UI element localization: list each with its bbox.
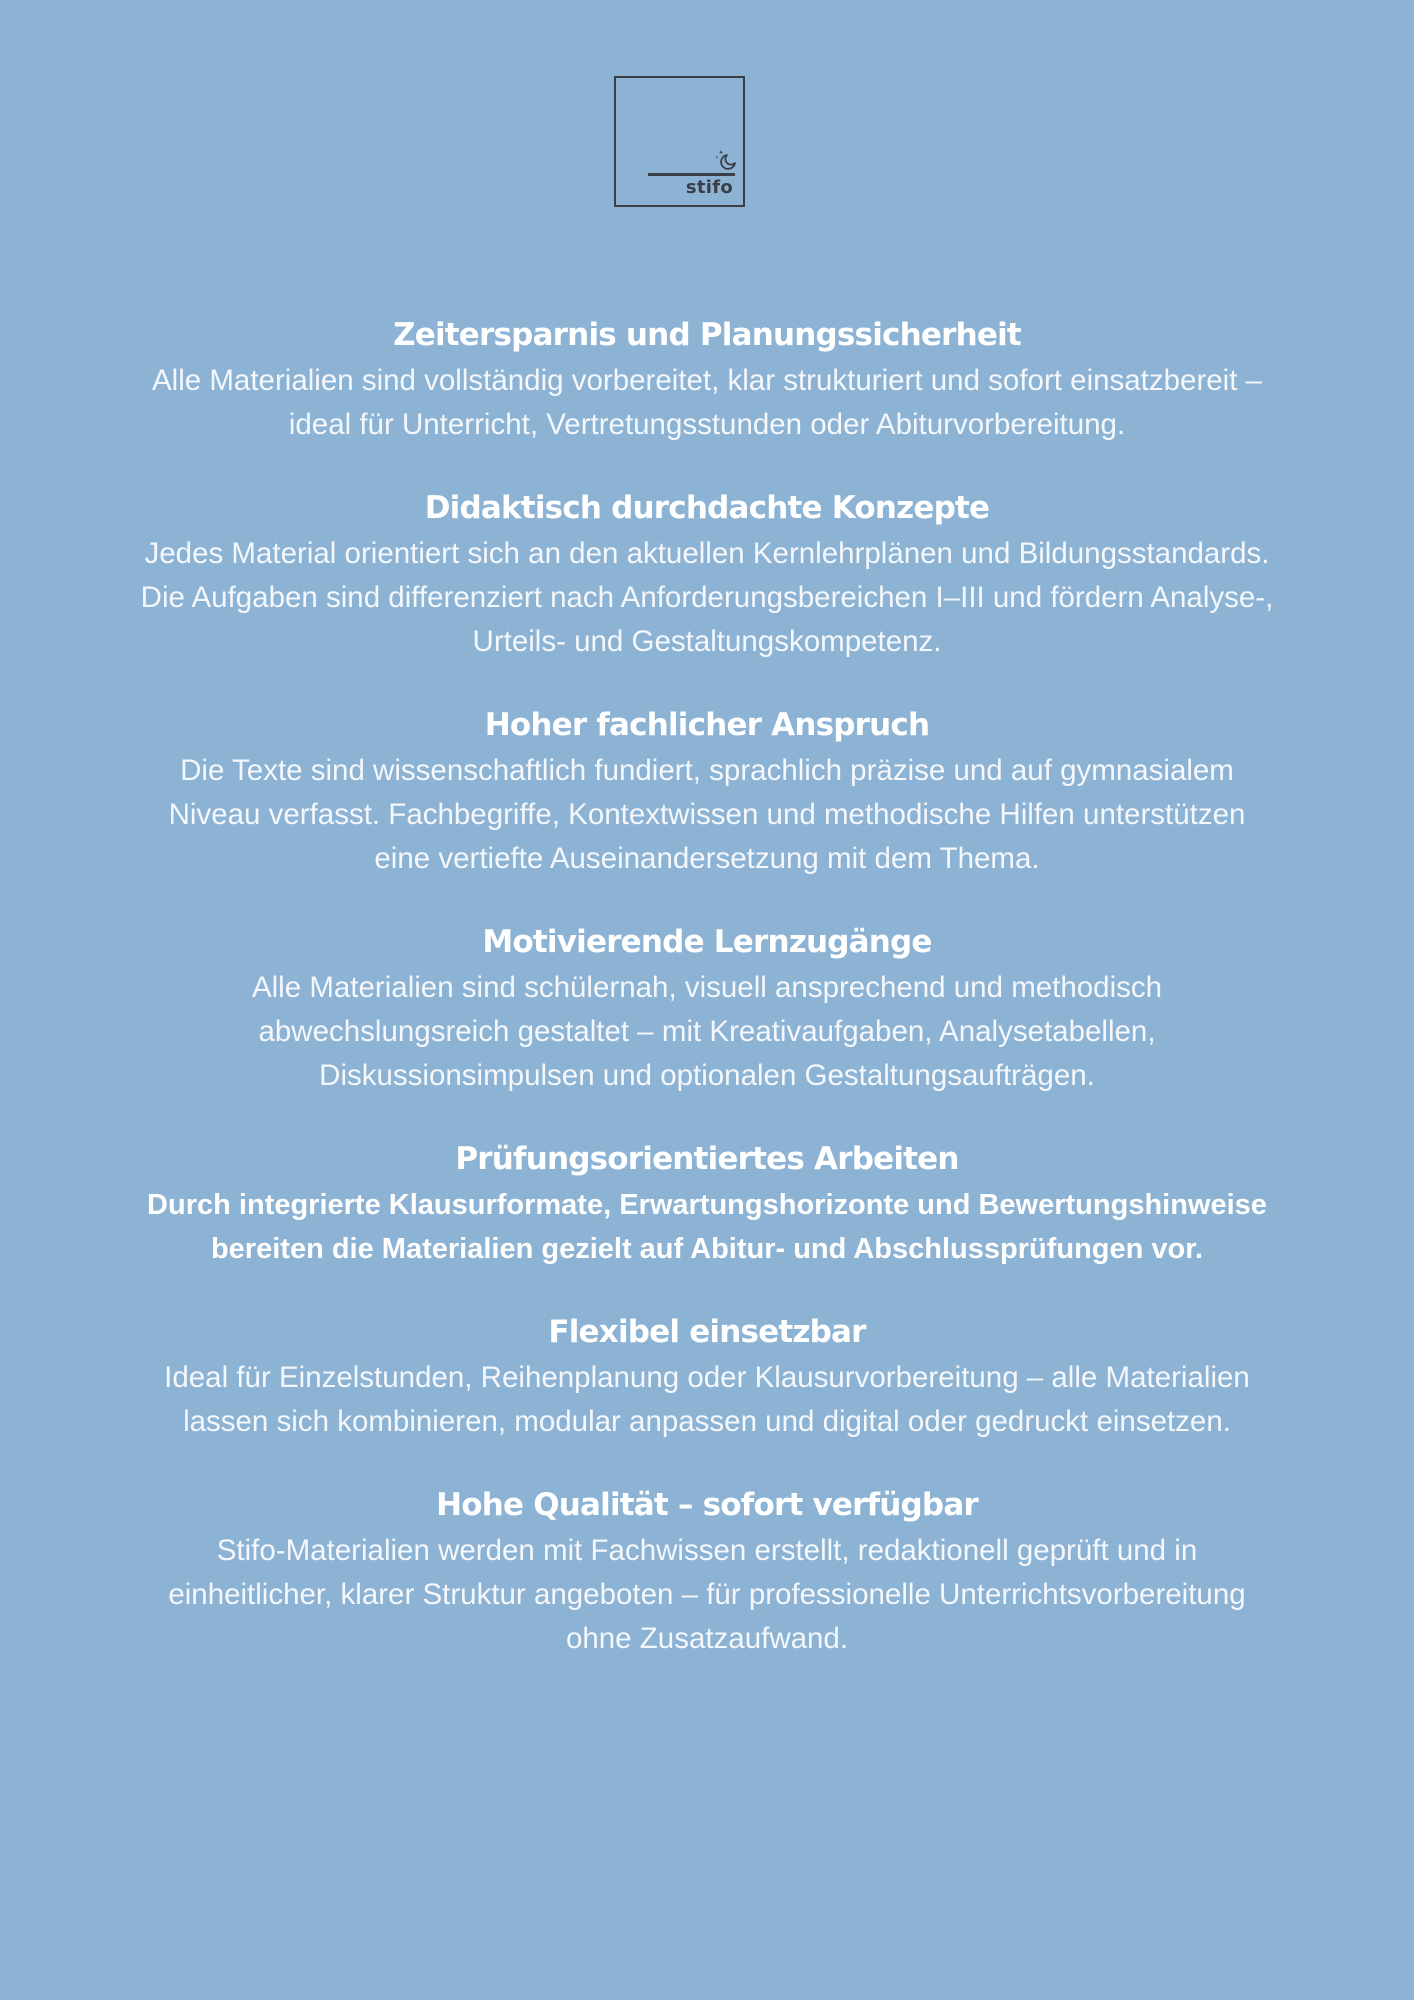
body-line: Niveau verfasst. Fachbegriffe, Kontextwissen und methodische Hilfen unterstützen — [168, 798, 1246, 831]
stifo-logo — [614, 76, 745, 207]
section-heading: Hohe Qualität – sofort verfügbar — [436, 1487, 978, 1523]
body-line: Die Texte sind wissenschaftlich fundiert, sprachlich präzise und auf gymnasialem — [180, 754, 1234, 787]
feature-section — [0, 1308, 1414, 1444]
section-body — [0, 749, 1414, 881]
section-heading: Motivierende Lernzugänge — [482, 924, 932, 960]
feature-section — [0, 311, 1414, 447]
section-body — [0, 532, 1414, 664]
feature-list — [0, 311, 1414, 1698]
body-line: Urteils- und Gestaltungskompetenz. — [472, 625, 942, 658]
feature-section — [0, 1135, 1414, 1271]
body-line: Ideal für Einzelstunden, Reihenplanung oder Klausurvorbereitung – alle Materialien — [164, 1361, 1250, 1394]
section-heading: Prüfungsorientiertes Arbeiten — [455, 1141, 959, 1177]
logo-divider — [648, 173, 735, 176]
body-line: eine vertiefte Auseinandersetzung mit dem Thema. — [374, 842, 1040, 875]
section-body — [0, 1183, 1414, 1271]
body-line: Durch integrierte Klausurformate, Erwartungshorizonte und Bewertungshinweise — [147, 1189, 1267, 1221]
feature-section — [0, 1481, 1414, 1661]
moon-stars-icon — [714, 148, 738, 172]
section-heading: Flexibel einsetzbar — [548, 1314, 866, 1350]
section-body — [0, 1356, 1414, 1444]
body-line: abwechslungsreich gestaltet – mit Kreativaufgaben, Analysetabellen, — [258, 1015, 1156, 1048]
section-body — [0, 359, 1414, 447]
body-line: einheitlicher, klarer Struktur angeboten – für professionelle Unterrichtsvorbereitung — [168, 1578, 1246, 1611]
feature-section — [0, 701, 1414, 881]
feature-section — [0, 484, 1414, 664]
section-heading: Zeitersparnis und Planungssicherheit — [393, 317, 1021, 353]
body-line: ideal für Unterricht, Vertretungsstunden oder Abiturvorbereitung. — [288, 408, 1126, 441]
body-line: ohne Zusatzaufwand. — [565, 1622, 849, 1655]
body-line: Die Aufgaben sind differenziert nach Anforderungsbereichen I–III und fördern Analyse-, — [140, 581, 1274, 614]
section-body — [0, 966, 1414, 1098]
body-line: Alle Materialien sind vollständig vorbereitet, klar strukturiert und sofort einsatzbereit – — [151, 364, 1263, 397]
section-heading: Hoher fachlicher Anspruch — [484, 707, 930, 743]
body-line: Diskussionsimpulsen und optionalen Gestaltungsaufträgen. — [319, 1059, 1095, 1092]
body-line: Jedes Material orientiert sich an den aktuellen Kernlehrplänen und Bildungsstandards. — [144, 537, 1270, 570]
section-body — [0, 1529, 1414, 1661]
body-line: Alle Materialien sind schülernah, visuell ansprechend und methodisch — [251, 971, 1163, 1004]
body-line: bereiten die Materialien gezielt auf Abitur- und Abschlussprüfungen vor. — [210, 1233, 1204, 1265]
logo-brand-text: stifo — [685, 177, 733, 198]
section-heading: Didaktisch durchdachte Konzepte — [424, 490, 990, 526]
body-line: lassen sich kombinieren, modular anpassen und digital oder gedruckt einsetzen. — [183, 1405, 1231, 1438]
feature-section — [0, 918, 1414, 1098]
body-line: Stifo-Materialien werden mit Fachwissen erstellt, redaktionell geprüft und in — [216, 1534, 1198, 1567]
